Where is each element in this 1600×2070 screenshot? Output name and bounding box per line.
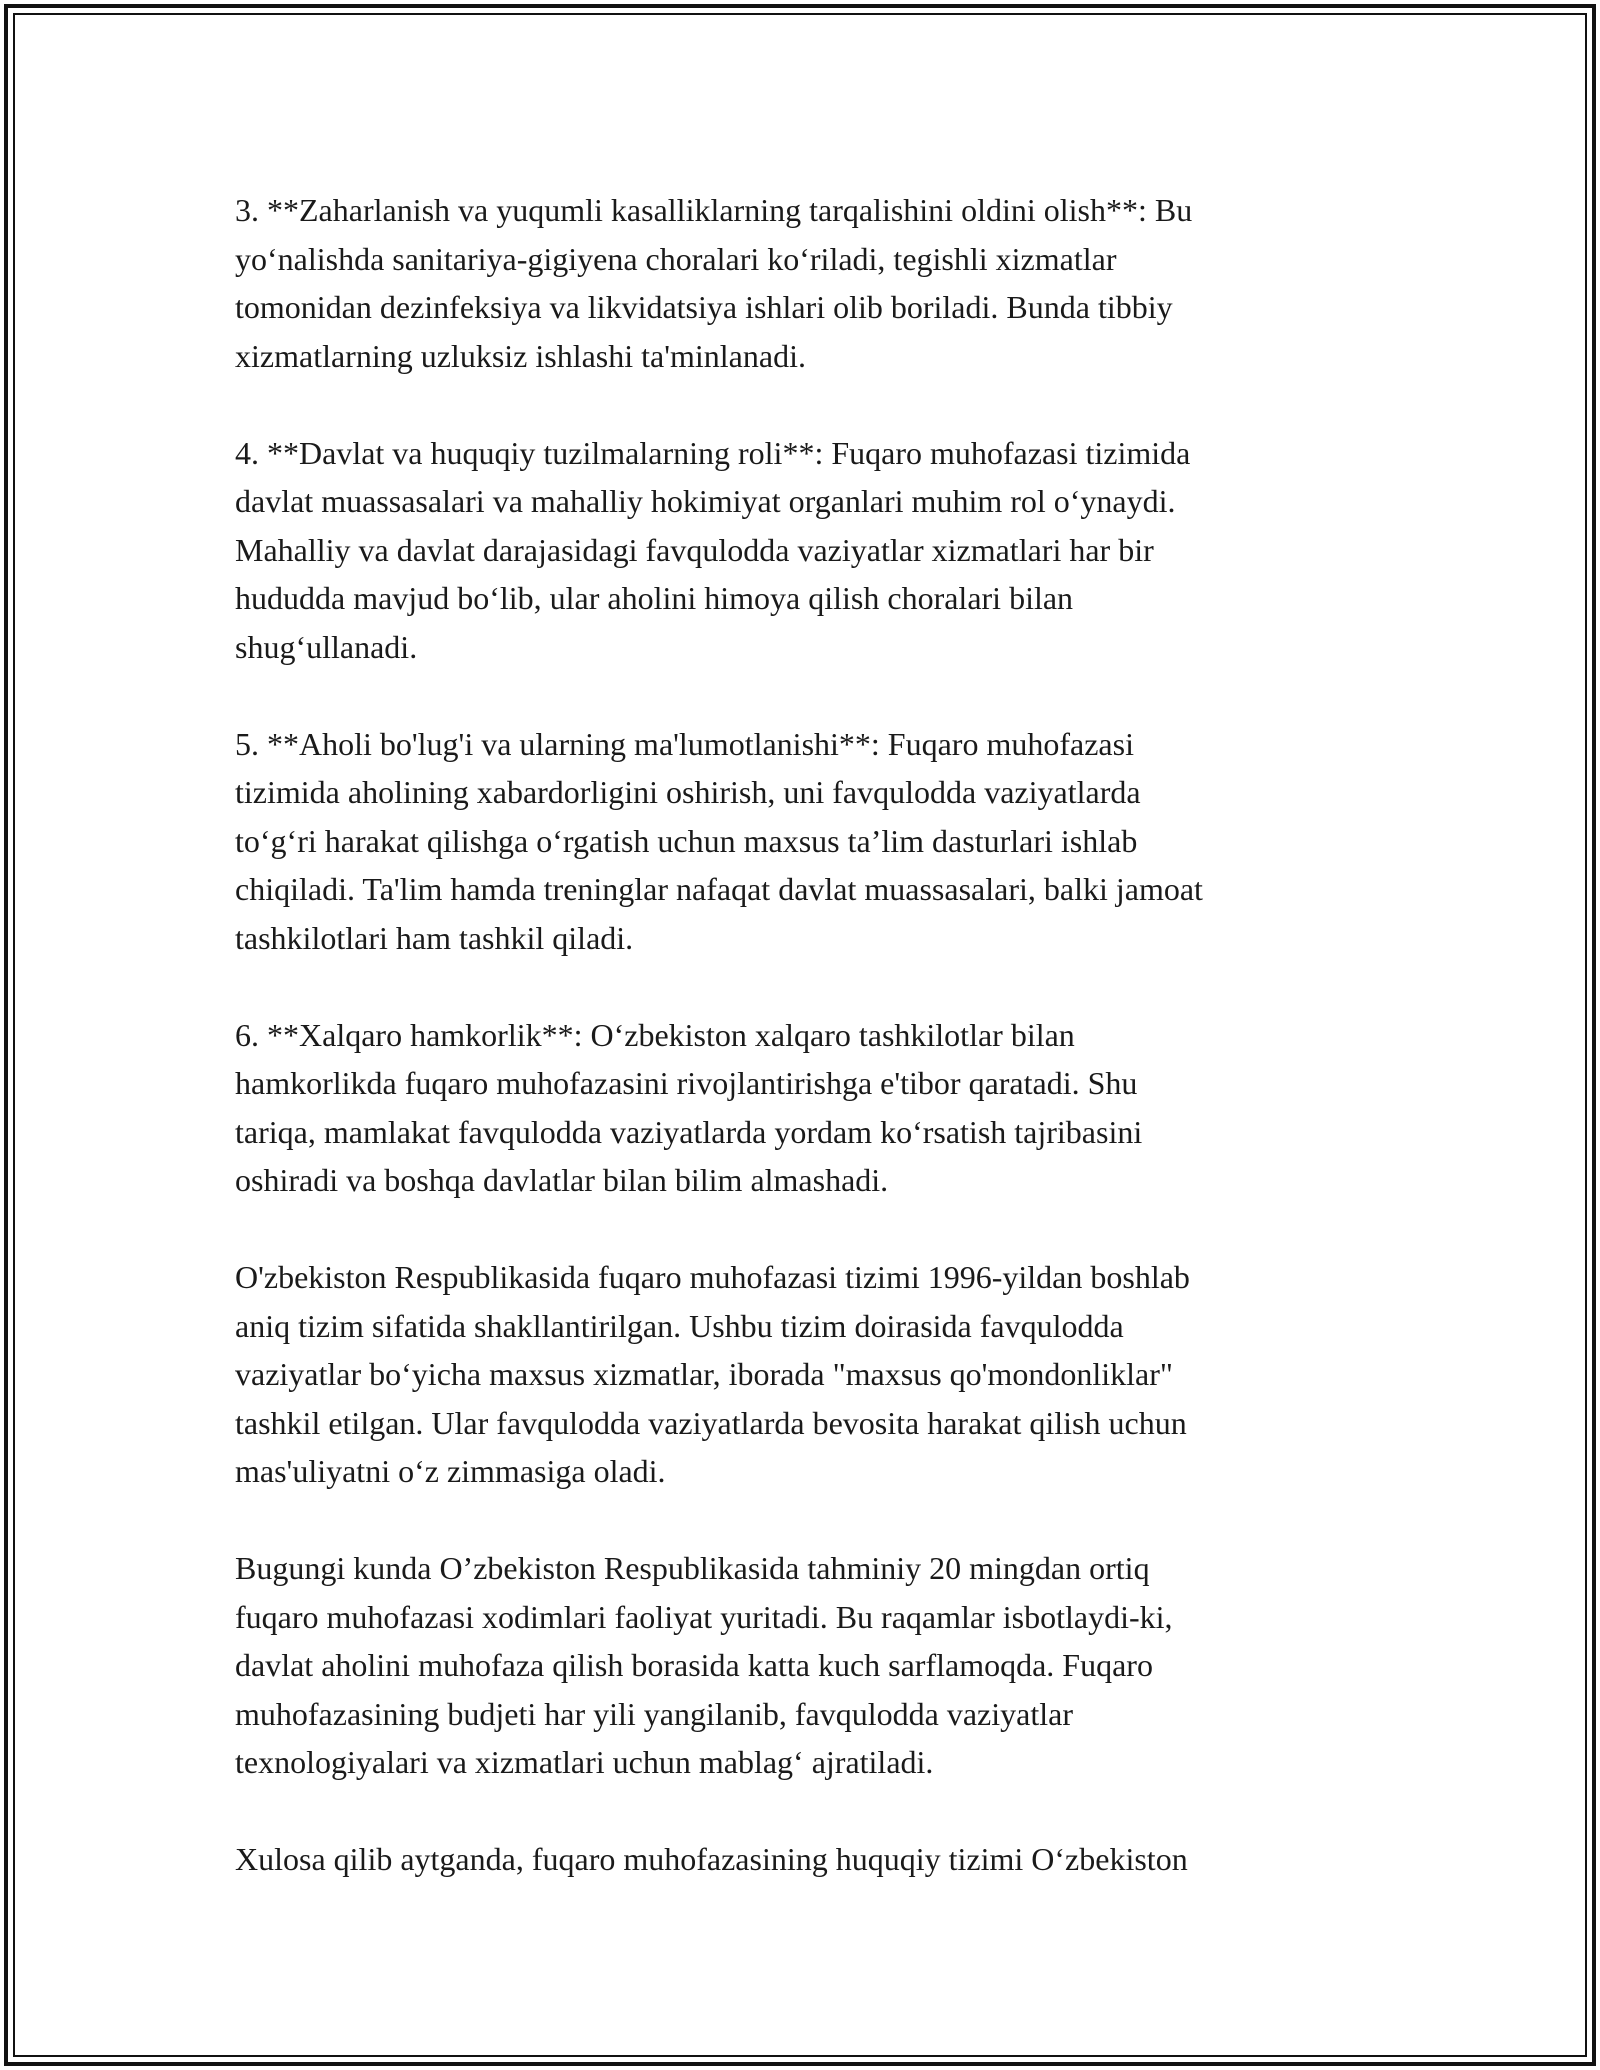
paragraph-staff-budget: Bugungi kunda O’zbekiston Respublikasida tahminiy 20 mingdan ortiq fuqaro muhofazasi xodimlari faoliyat yuritadi. Bu raqamlar isbotlaydi-ki, davlat aholini muhofaza qilish borasida katta kuch sarflamoqda. Fuqaro muhofazasining budjeti har yili yangilanib, favqulodda vaziyatlar texnologiyalari va xizmatlari uchun mablagʻ ajratiladi.	[235, 1550, 1173, 1780]
paragraph-3-poisoning-prevention: 3. **Zaharlanish va yuqumli kasalliklarning tarqalishini oldini olish**: Bu yoʻnalishda sanitariya-gigiyena choralari koʻriladi, tegishli xizmatlar tomonidan dezinfeksiya va likvidatsiya ishlari olib boriladi. Bunda tibbiy xizmatlarning uzluksiz ishlashi ta'minlanadi.	[235, 192, 1193, 374]
paragraph-6-international-cooperation: 6. **Xalqaro hamkorlik**: Oʻzbekiston xalqaro tashkilotlar bilan hamkorlikda fuqaro muhofazasini rivojlantirishga e'tibor qaratadi. Shu tariqa, mamlakat favqulodda vaziyatlarda yordam koʻrsatish tajribasini oshiradi va boshqa davlatlar bilan bilim almashadi.	[235, 1016, 1143, 1198]
paragraph-4-state-structures: 4. **Davlat va huquqiy tuzilmalarning roli**: Fuqaro muhofazasi tizimida davlat muassasalari va mahalliy hokimiyat organlari muhim rol oʻynaydi. Mahalliy va davlat darajasidagi favqulodda vaziyatlar xizmatlari har bir hududda mavjud boʻlib, ular aholini himoya qilish choralari bilan shugʻullanadi.	[235, 434, 1191, 665]
paragraph-system-history: O'zbekiston Respublikasida fuqaro muhofazasi tizimi 1996-yildan boshlab aniq tizim sifatida shakllantirilgan. Ushbu tizim doirasida favqulodda vaziyatlar boʻyicha maxsus xizmatlar, iborada "maxsus qo'mondonliklar" tashkil etilgan. Ular favqulodda vaziyatlarda bevosita harakat qilish uchun mas'uliyatni oʻz zimmasiga oladi.	[235, 1259, 1190, 1489]
paragraph-conclusion: Xulosa qilib aytganda, fuqaro muhofazasining huquqiy tizimi Oʻzbekiston	[235, 1841, 1188, 1877]
paragraph-5-population-awareness: 5. **Aholi bo'lug'i va ularning ma'lumotlanishi**: Fuqaro muhofazasi tizimida aholining xabardorligini oshirish, uni favqulodda vaziyatlarda toʻgʻri harakat qilishga oʻrgatish uchun maxsus taʼlim dasturlari ishlab chiqiladi. Ta'lim hamda treninglar nafaqat davlat muassasalari, balki jamoat tashkilotlari ham tashkil qiladi.	[235, 725, 1203, 956]
document-body	[235, 186, 1365, 1932]
